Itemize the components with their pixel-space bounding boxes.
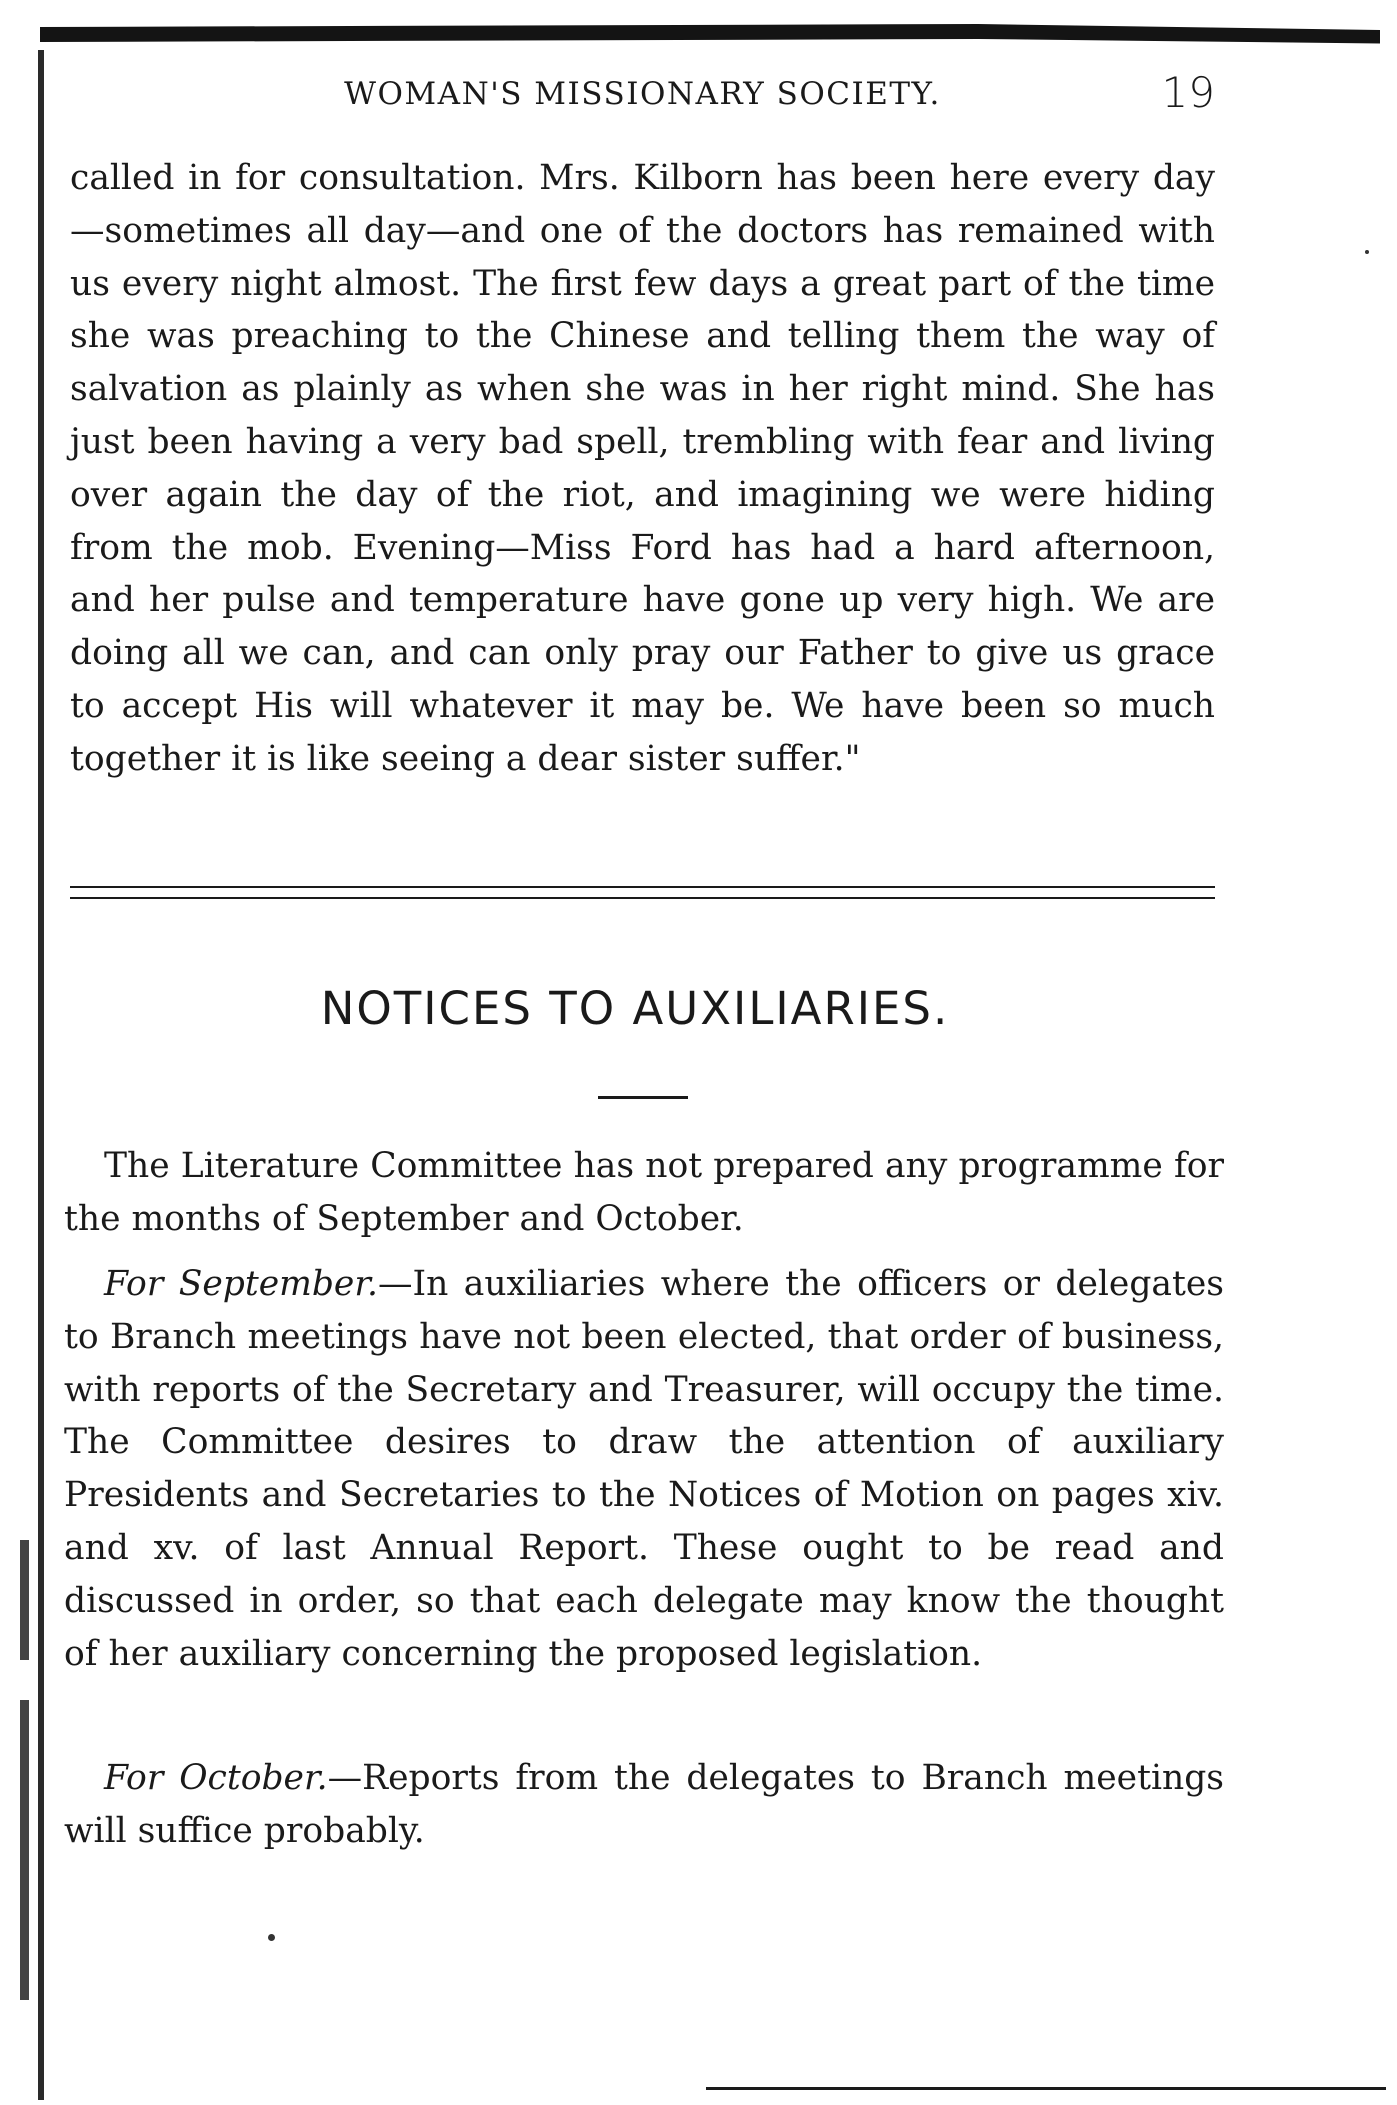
section-divider bbox=[70, 897, 1215, 899]
scan-top-band bbox=[40, 18, 1380, 48]
scan-left-mark bbox=[20, 1540, 29, 1660]
october-text: —Reports from the delegates to Branch meetings will suffice probably. bbox=[64, 1758, 1224, 1851]
body-paragraph: called in for consultation. Mrs. Kilborn has been here every day—sometimes all day—and one of the doctors has remained with us every night almost. The first few days a great part of the time she was preaching to the Chinese and telling them the way of salvation as plainly as when she was in her right mind. She has just been having a very bad spell, trembling with fear and living over again the day of the riot, and imagining we were hiding from the mob. Evening—Miss Ford has had a hard afternoon, and her pulse and temperature have gone up very high. We are doing all we can, and can only pray our Father to give us grace to accept His will whatever it may be. We have been so much together it is like seeing a dear sister suffer." bbox=[70, 158, 1215, 779]
notice-intro: The Literature Committee has not prepared any programme for the months of September and October. bbox=[64, 1146, 1224, 1239]
scan-speck bbox=[268, 1934, 275, 1941]
september-text: —In auxiliaries where the officers or delegates to Branch meetings have not been elected, that order of business, with reports of the Secretary and Treasurer, will occupy the time. The Committee desires to draw the attention of auxiliary Presidents and Secretaries to the Notices of Motion on pages xiv. and xv. of last Annual Report. These ought to be read and discussed in order, so that each delegate may know the thought of her auxiliary concerning the proposed legislation. bbox=[64, 1264, 1224, 1674]
scan-speck bbox=[1365, 250, 1369, 254]
scan-left-rule bbox=[38, 50, 44, 2100]
running-head: WOMAN'S MISSIONARY SOCIETY. bbox=[344, 76, 941, 112]
october-lead: For October. bbox=[104, 1758, 328, 1798]
section-title: NOTICES TO AUXILIARIES. bbox=[320, 982, 950, 1035]
title-rule bbox=[598, 1096, 688, 1099]
notice-september bbox=[64, 1258, 1224, 1680]
bottom-rule bbox=[706, 2087, 1386, 2090]
scan-left-mark bbox=[20, 1700, 29, 2000]
page-number: 19 bbox=[1161, 68, 1215, 117]
section-divider bbox=[70, 886, 1215, 888]
page-header bbox=[70, 68, 1215, 118]
notice-october bbox=[64, 1752, 1224, 1858]
september-lead: For September. bbox=[104, 1264, 379, 1304]
